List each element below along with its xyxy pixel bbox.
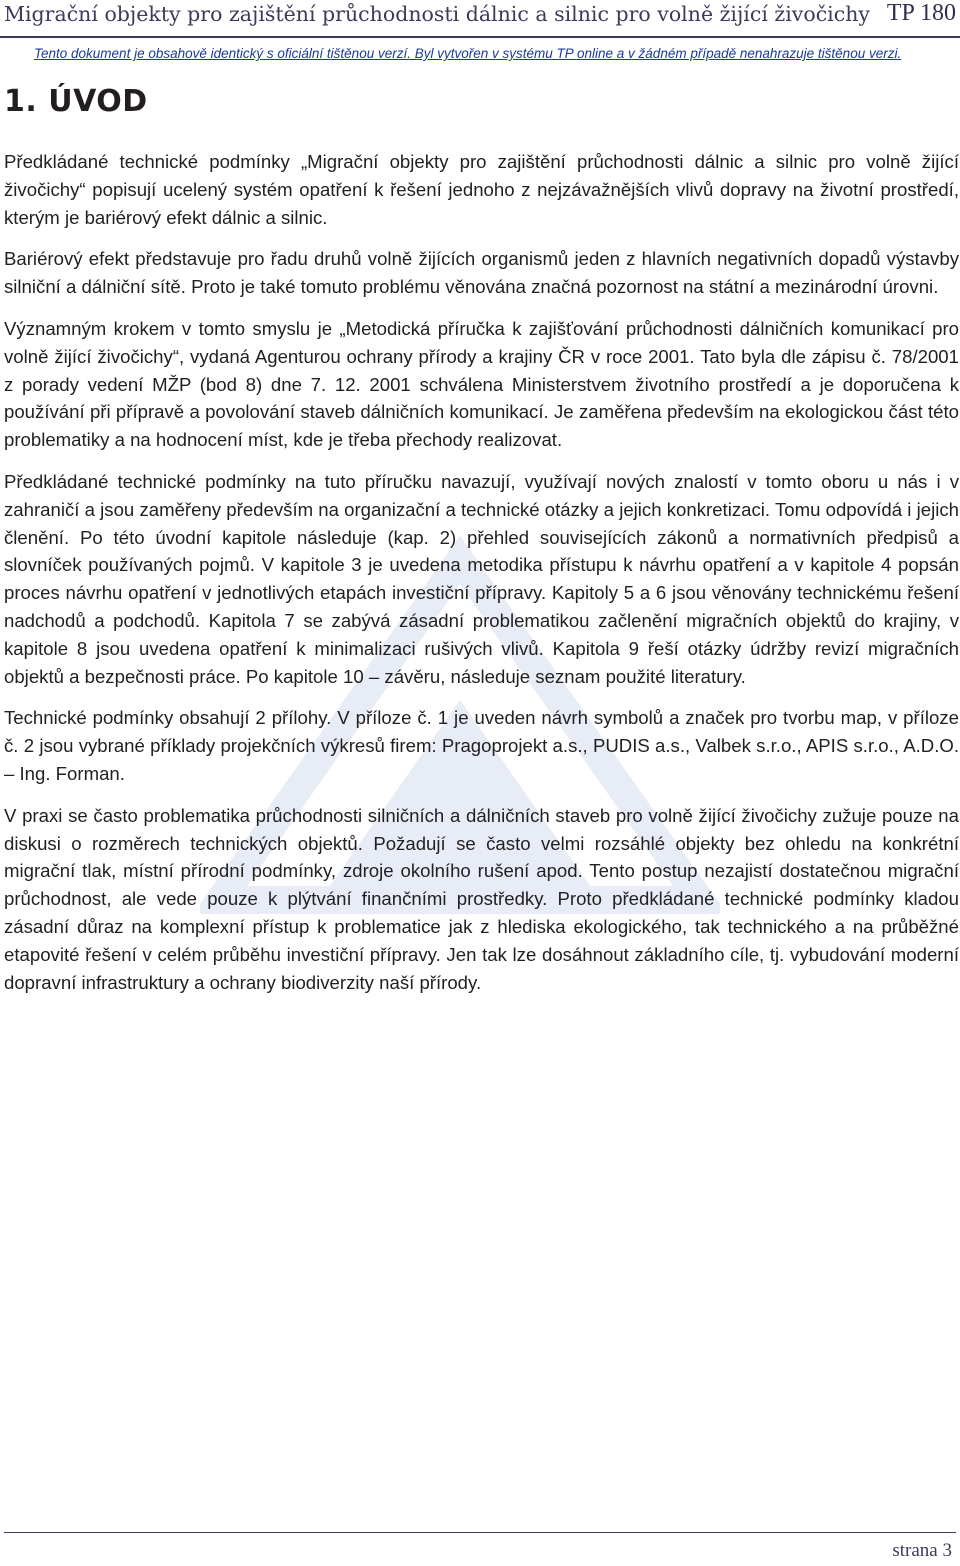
section-heading: 1. ÚVOD	[4, 84, 148, 119]
page-header	[0, 0, 960, 40]
main-content	[4, 148, 959, 1010]
page-number: strana 3	[892, 1540, 952, 1561]
paragraph-barrier-effect: Bariérový efekt představuje pro řadu druhů volně žijících organismů jeden z hlavních negativních dopadů výstavby silniční a dálniční sítě. Proto je také tomuto problému věnována značná pozornost na státní a mezinárodní úrovni.	[4, 248, 959, 298]
header-divider	[0, 36, 960, 38]
paragraph-methodical-guide: Významným krokem v tomto smyslu je „Metodická příručka k zajišťování průchodnosti dálničních komunikací pro volně žijící živočichy“, vydaná Agenturou ochrany přírody a krajiny ČR v roce 2001. Tato byla dle zápisu č. 78/2001 z porady vedení MŽP (bod 8) dne 7. 12. 2001 schválena Ministerstvem životního prostředí a je doporučena k používání při přípravě a povolování staveb dálničních komunikací. Je zaměřena především na ekologickou část této problematiky a na hodnocení míst, kde je třeba přechody realizovat.	[4, 317, 959, 451]
document-title: Migrační objekty pro zajištění průchodnosti dálnic a silnic pro volně žijící živočichy	[4, 2, 870, 26]
footer-divider	[4, 1532, 956, 1533]
document-code: TP 180	[886, 0, 956, 26]
paragraph-structure: Předkládané technické podmínky na tuto příručku navazují, využívají nových znalostí v tomto oboru u nás i v zahraničí a jsou zaměřeny především na organizační a technické otázky a jejich konkretizaci. Tomu odpovídá i jejich členění. Po této úvodní kapitole následuje (kap. 2) přehled souvisejících zákonů a normativních předpisů a slovníček používaných pojmů. V kapitole 3 je uvedena metodika přístupu k návrhu opatření a v kapitole 4 popsán proces návrhu opatření v jednotlivých etapách investiční přípravy. Kapitoly 5 a 6 jsou věnovány technickému řešení nadchodů a podchodů. Kapitola 7 se zabývá zásadní problematikou začlenění migračních objektů do krajiny, v kapitole 8 jsou uvedena opatření k minimalizaci rušivých vlivů. Kapitola 9 řeší otázky údržby revizí migračních objektů a bezpečnosti práce. Po kapitole 10 – závěru, následuje seznam použité literatury.	[4, 470, 959, 687]
paragraph-intro: Předkládané technické podmínky „Migrační objekty pro zajištění průchodnosti dálnic a silnic pro volně žijící živočichy“ popisují ucelený systém opatření k řešení jednoho z nejzávažnějších vlivů dopravy na životní prostředí, kterým je bariérový efekt dálnic a silnic.	[4, 151, 959, 228]
paragraph-appendices: Technické podmínky obsahují 2 přílohy. V příloze č. 1 je uveden návrh symbolů a značek pro tvorbu map, v příloze č. 2 jsou vybrané příklady projekčních výkresů firem: Pragoprojekt a.s., PUDIS a.s., Valbek s.r.o., APIS s.r.o., A.D.O. – Ing. Forman.	[4, 707, 959, 784]
paragraph-practice: V praxi se často problematika průchodnosti silničních a dálničních staveb pro volně žijící živočichy zužuje pouze na diskusi o rozměrech technických objektů. Požadují se často velmi rozsáhlé objekty bez ohledu na konkrétní migrační tlak, místní přírodní podmínky, zdroje okolního rušení apod. Tento postup nezajistí dostatečnou migrační průchodnost, ale vede pouze k plýtvání finančními prostředky. Proto předkládané technické podmínky kladou zásadní důraz na komplexní přístup k problematice jak z hlediska ekologického, tak technického a na průběžné etapovité řešení v celém průběhu investiční přípravy. Jen tak lze dosáhnout základního cíle, tj. vybudování moderní dopravní infrastruktury a ochrany biodiverzity naší přírody.	[4, 804, 959, 993]
disclaimer-link[interactable]: Tento dokument je obsahově identický s oficiální tištěnou verzí. Byl vytvořen v systému TP online a v žádném případě nenahrazuje tištěnou verzi.	[34, 46, 902, 61]
